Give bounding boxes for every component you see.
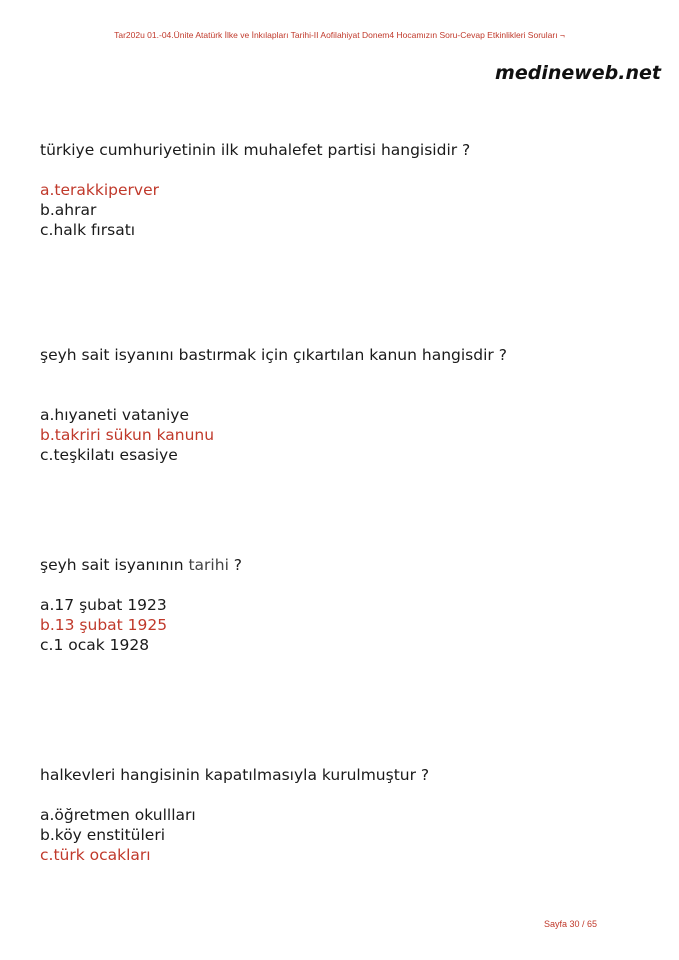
answer-option-b: b.13 şubat 1925 [40,616,168,634]
page-number: Sayfa 30 / 65 [543,919,597,929]
answer-option-a: a.17 şubat 1923 [40,596,167,614]
question-text-muted: tarihi [188,556,229,574]
question-text-end: ? [228,556,243,574]
question-block-2 [40,345,507,465]
answer-option-b: b.ahrar [40,201,97,219]
answer-option-c: c.halk fırsatı [40,221,136,239]
page-header: Tar202u 01.-04.Ünite Atatürk İlke ve İnkılapları Tarihi-II Aofilahiyat Donem4 Hocamızın Soru-Cevap Etkinlikleri Soruları ¬ [114,30,565,40]
question-text: türkiye cumhuriyetinin ilk muhalefet partisi hangisidir ? [40,141,471,159]
answer-option-c: c.1 ocak 1928 [40,636,150,654]
answer-option-a: a.öğretmen okullları [40,806,196,824]
question-block-1 [40,140,470,240]
answer-option-a: a.terakkiperver [40,181,159,199]
question-text-main: şeyh sait isyanının [40,556,189,574]
answer-option-c: c.türk ocakları [40,846,151,864]
answer-option-c: c.teşkilatı esasiye [40,446,178,464]
question-text: halkevleri hangisinin kapatılmasıyla kurulmuştur ? [40,766,430,784]
question-text [40,555,242,575]
question-block-4 [40,765,429,865]
question-text: şeyh sait isyanını bastırmak için çıkartılan kanun hangisdir ? [40,346,507,364]
answer-option-b: b.takriri sükun kanunu [40,426,215,444]
answer-option-a: a.hıyaneti vataniye [40,406,189,424]
site-watermark: medineweb.net [495,62,661,84]
answer-option-b: b.köy enstitüleri [40,826,166,844]
question-block-3 [40,555,242,655]
